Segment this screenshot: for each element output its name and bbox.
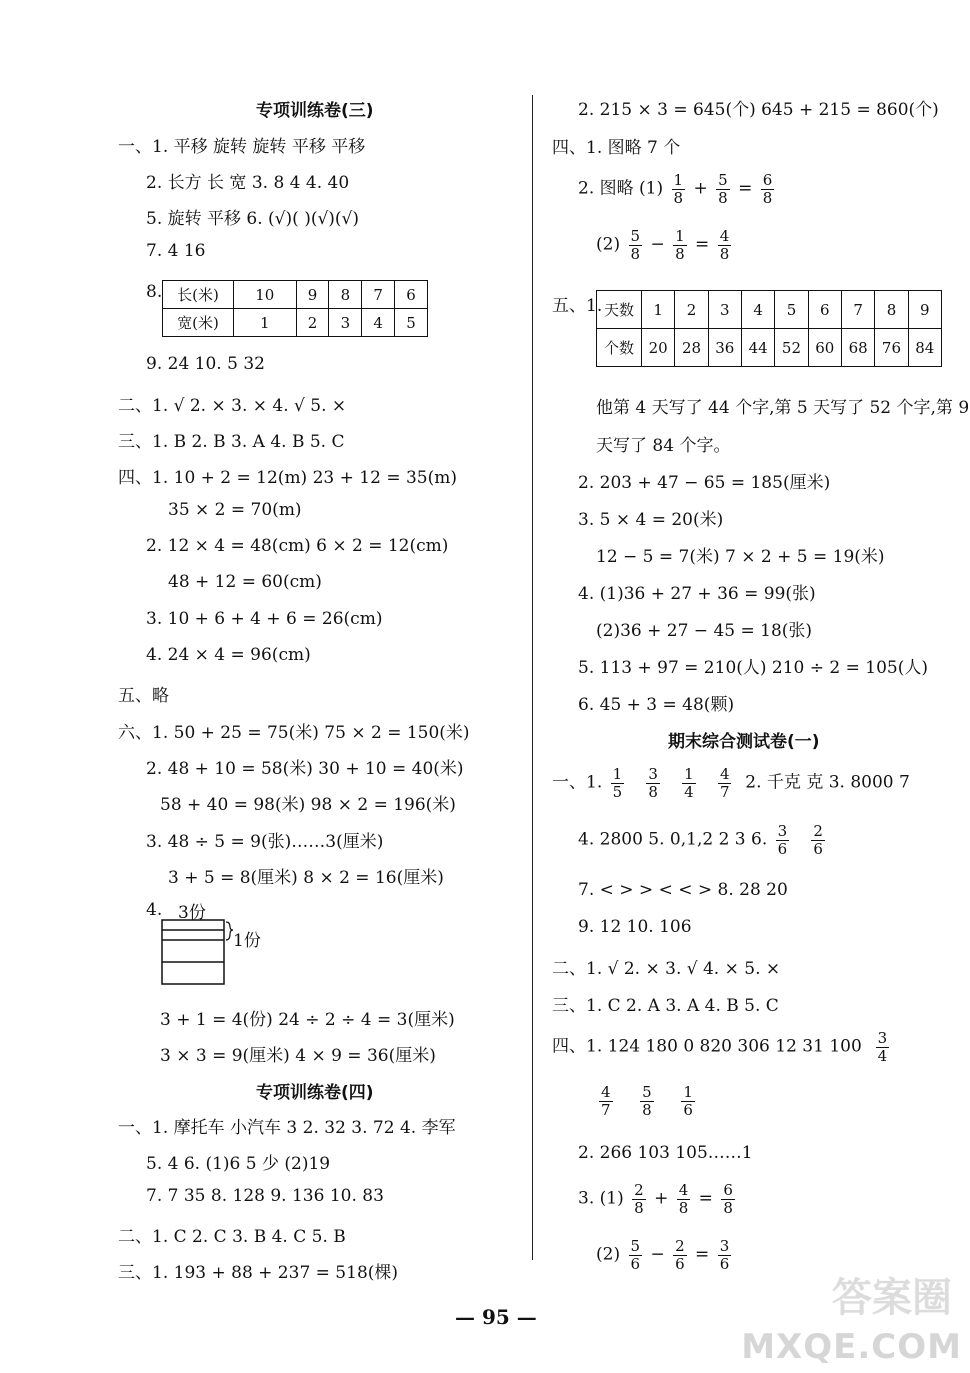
fraction-equation: (2) $\frac{5}{8}$ − $\frac{1}{8}$ = $\frac{4}{8}$ [596, 227, 730, 263]
fraction: $\frac{2}{8}$ [634, 1181, 644, 1217]
table-cell: 8 [329, 281, 362, 309]
table-cell: 天数 [597, 291, 642, 329]
watermark: MXQE.COM [741, 1327, 962, 1367]
section-title-3: 专项训练卷(三) [256, 101, 374, 121]
answer-line: 7. 7 35 8. 128 9. 136 10. 83 [146, 1186, 384, 1206]
answer-line: 二、1. √ 2. × 3. √ 4. × 5. × [552, 959, 781, 979]
length-width-table [162, 280, 428, 337]
fraction: $\frac{6}{8}$ [762, 171, 773, 207]
table-cell: 宽(米) [163, 309, 234, 337]
answer-line: 9. 24 10. 5 32 [146, 354, 265, 374]
fraction-equation: 2. 图略 (1) $\frac{1}{8}$ + $\frac{5}{8}$ = $\frac{6}{8}$ [578, 171, 773, 207]
table-cell: 个数 [597, 329, 642, 367]
table-cell: 1 [642, 291, 675, 329]
fraction: $\frac{3}{6}$ [719, 1237, 730, 1273]
answer-line: 四、1. 10 + 2 = 12(m) 23 + 12 = 35(m) [118, 468, 457, 488]
table-cell: 84 [908, 329, 941, 367]
answer-line: 六、1. 50 + 25 = 75(米) 75 × 2 = 150(米) [118, 723, 470, 743]
table-cell: 76 [875, 329, 908, 367]
answer-line: 3 + 1 = 4(份) 24 ÷ 2 ÷ 4 = 3(厘米) [160, 1010, 455, 1030]
answer-line: 五、略 [118, 686, 169, 706]
answer-line: 一、1. 平移 旋转 旋转 平移 平移 [118, 137, 366, 157]
fraction: $\frac{3}{8}$ [648, 765, 658, 801]
table-cell: 68 [841, 329, 874, 367]
days-count-table [596, 290, 942, 367]
fraction: $\frac{1}{4}$ [684, 765, 694, 801]
fraction: $\frac{6}{8}$ [723, 1181, 733, 1217]
table-cell: 36 [708, 329, 741, 367]
table-cell: 60 [808, 329, 841, 367]
answer-line: 4. (1)36 + 27 + 36 = 99(张) [578, 584, 816, 604]
equation-label: (2) [596, 1244, 621, 1265]
equation-label: 2. 图略 (1) [578, 178, 664, 199]
table-cell: 6 [395, 281, 428, 309]
answer-line: 2. 266 103 105……1 [578, 1143, 753, 1163]
figure-side-label: 1份 [233, 931, 261, 951]
fraction: $\frac{4}{7}$ [719, 765, 730, 801]
equation-label: 一、1. [552, 772, 603, 793]
table-cell: 9 [296, 281, 329, 309]
answer-line: 他第 4 天写了 44 个字,第 5 天写了 52 个字,第 9 [596, 398, 970, 418]
table-cell: 9 [908, 291, 941, 329]
table-cell: 5 [775, 291, 808, 329]
table-cell: 2 [296, 309, 329, 337]
answer-line: 二、1. C 2. C 3. B 4. C 5. B [118, 1227, 346, 1247]
answer-line: 58 + 40 = 98(米) 98 × 2 = 196(米) [160, 795, 456, 815]
table-cell: 7 [841, 291, 874, 329]
answer-line: 5. 4 6. (1)6 5 少 (2)19 [146, 1154, 331, 1174]
table-cell: 5 [395, 309, 428, 337]
table-cell: 3 [708, 291, 741, 329]
fraction-equation: (2) $\frac{5}{6}$ − $\frac{2}{6}$ = $\frac{3}{6}$ [596, 1237, 730, 1273]
answer-line: 35 × 2 = 70(m) [168, 500, 302, 520]
answer-line: 7. 4 16 [146, 241, 206, 261]
answer-line: 6. 45 + 3 = 48(颗) [578, 695, 735, 715]
section-title-final: 期末综合测试卷(一) [668, 732, 820, 752]
table-cell: 20 [642, 329, 675, 367]
fraction: $\frac{1}{5}$ [612, 765, 623, 801]
table-cell: 长(米) [163, 281, 234, 309]
table-cell: 3 [329, 309, 362, 337]
fraction-line [596, 1084, 698, 1118]
table-cell: 1 [234, 309, 297, 337]
answer-line: 3. 5 × 4 = 20(米) [578, 510, 724, 530]
fraction: $\frac{3}{4}$ [877, 1029, 888, 1065]
answer-line: 7. < > > < < > 8. 28 20 [578, 880, 788, 900]
column-divider [532, 95, 533, 1260]
answer-line: 2. 215 × 3 = 645(个) 645 + 215 = 860(个) [578, 100, 939, 120]
fraction: $\frac{2}{6}$ [813, 822, 823, 858]
fraction: $\frac{5}{6}$ [630, 1237, 641, 1273]
answer-line: 5. 113 + 97 = 210(人) 210 ÷ 2 = 105(人) [578, 658, 929, 678]
equation-text: 4. 2800 5. 0,1,2 2 3 6. [578, 829, 768, 850]
answer-line: 12 − 5 = 7(米) 7 × 2 + 5 = 19(米) [596, 547, 885, 567]
answer-line: 9. 12 10. 106 [578, 917, 692, 937]
brace-icon [226, 922, 233, 940]
answer-line: 一、1. 摩托车 小汽车 3 2. 32 3. 72 4. 李军 [118, 1118, 456, 1138]
answer-line: 3. 10 + 6 + 4 + 6 = 26(cm) [146, 609, 383, 629]
fraction: $\frac{4}{8}$ [678, 1181, 689, 1217]
answer-label: 五、1. [552, 296, 603, 316]
table-cell: 44 [741, 329, 774, 367]
answer-line: 三、1. 193 + 88 + 237 = 518(棵) [118, 1263, 399, 1283]
fraction: $\frac{5}{8}$ [630, 227, 641, 263]
answer-label: 8. [146, 282, 163, 302]
answer-line: 四、1. 图略 7 个 [552, 138, 681, 158]
fraction: $\frac{4}{8}$ [719, 227, 730, 263]
answer-line: 3 × 3 = 9(厘米) 4 × 9 = 36(厘米) [160, 1046, 436, 1066]
section-title-4: 专项训练卷(四) [256, 1083, 374, 1103]
answer-line: 3. 48 ÷ 5 = 9(张)……3(厘米) [146, 832, 384, 852]
table-cell: 2 [675, 291, 708, 329]
table-cell: 6 [808, 291, 841, 329]
fraction-line [552, 766, 910, 800]
answer-label: 4. [146, 900, 163, 920]
page-number: — 95 — [455, 1305, 537, 1329]
fraction: $\frac{5}{8}$ [718, 171, 728, 207]
equation-text: 2. 千克 克 3. 8000 7 [745, 772, 910, 793]
table-cell: 4 [741, 291, 774, 329]
answer-line: 三、1. C 2. A 3. A 4. B 5. C [552, 996, 779, 1016]
fraction: $\frac{4}{7}$ [601, 1083, 611, 1119]
fraction-line [578, 823, 828, 857]
fraction: $\frac{3}{6}$ [777, 822, 788, 858]
table-cell: 4 [362, 309, 395, 337]
table-cell: 52 [775, 329, 808, 367]
answer-line: 2. 203 + 47 − 65 = 185(厘米) [578, 473, 831, 493]
answer-line: 天写了 84 个字。 [596, 436, 731, 456]
answer-line: (2)36 + 27 − 45 = 18(张) [596, 621, 813, 641]
fraction: $\frac{1}{6}$ [683, 1083, 693, 1119]
table-cell: 28 [675, 329, 708, 367]
answer-line: 2. 48 + 10 = 58(米) 30 + 10 = 40(米) [146, 759, 464, 779]
figure-top-label: 3份 [178, 903, 206, 923]
answer-line: 二、1. √ 2. × 3. × 4. √ 5. × [118, 396, 347, 416]
equation-label: (2) [596, 234, 621, 255]
answer-line: 3 + 5 = 8(厘米) 8 × 2 = 16(厘米) [168, 868, 444, 888]
table-cell: 10 [234, 281, 297, 309]
watermark-logo: 答案圈 [832, 1274, 952, 1321]
table-cell: 7 [362, 281, 395, 309]
equation-label: 3. (1) [578, 1188, 624, 1209]
answer-line: 48 + 12 = 60(cm) [168, 572, 322, 592]
fraction: $\frac{5}{8}$ [642, 1083, 652, 1119]
fraction: $\frac{2}{6}$ [675, 1237, 685, 1273]
answer-line: 三、1. B 2. B 3. A 4. B 5. C [118, 432, 345, 452]
answer-line: 2. 长方 长 宽 3. 8 4 4. 40 [146, 173, 350, 193]
equation-text: 四、1. 124 180 0 820 306 12 31 100 [552, 1036, 862, 1057]
answer-line: 2. 12 × 4 = 48(cm) 6 × 2 = 12(cm) [146, 536, 449, 556]
fraction: $\frac{1}{8}$ [673, 171, 684, 207]
fraction-equation: 3. (1) $\frac{2}{8}$ + $\frac{4}{8}$ = $\frac{6}{8}$ [578, 1181, 733, 1217]
table-cell: 8 [875, 291, 908, 329]
answer-line: 4. 24 × 4 = 96(cm) [146, 645, 311, 665]
answer-line: 5. 旋转 平移 6. (√)( )(√)(√) [146, 209, 360, 229]
fraction: $\frac{1}{8}$ [675, 227, 685, 263]
fraction-line [552, 1030, 892, 1064]
